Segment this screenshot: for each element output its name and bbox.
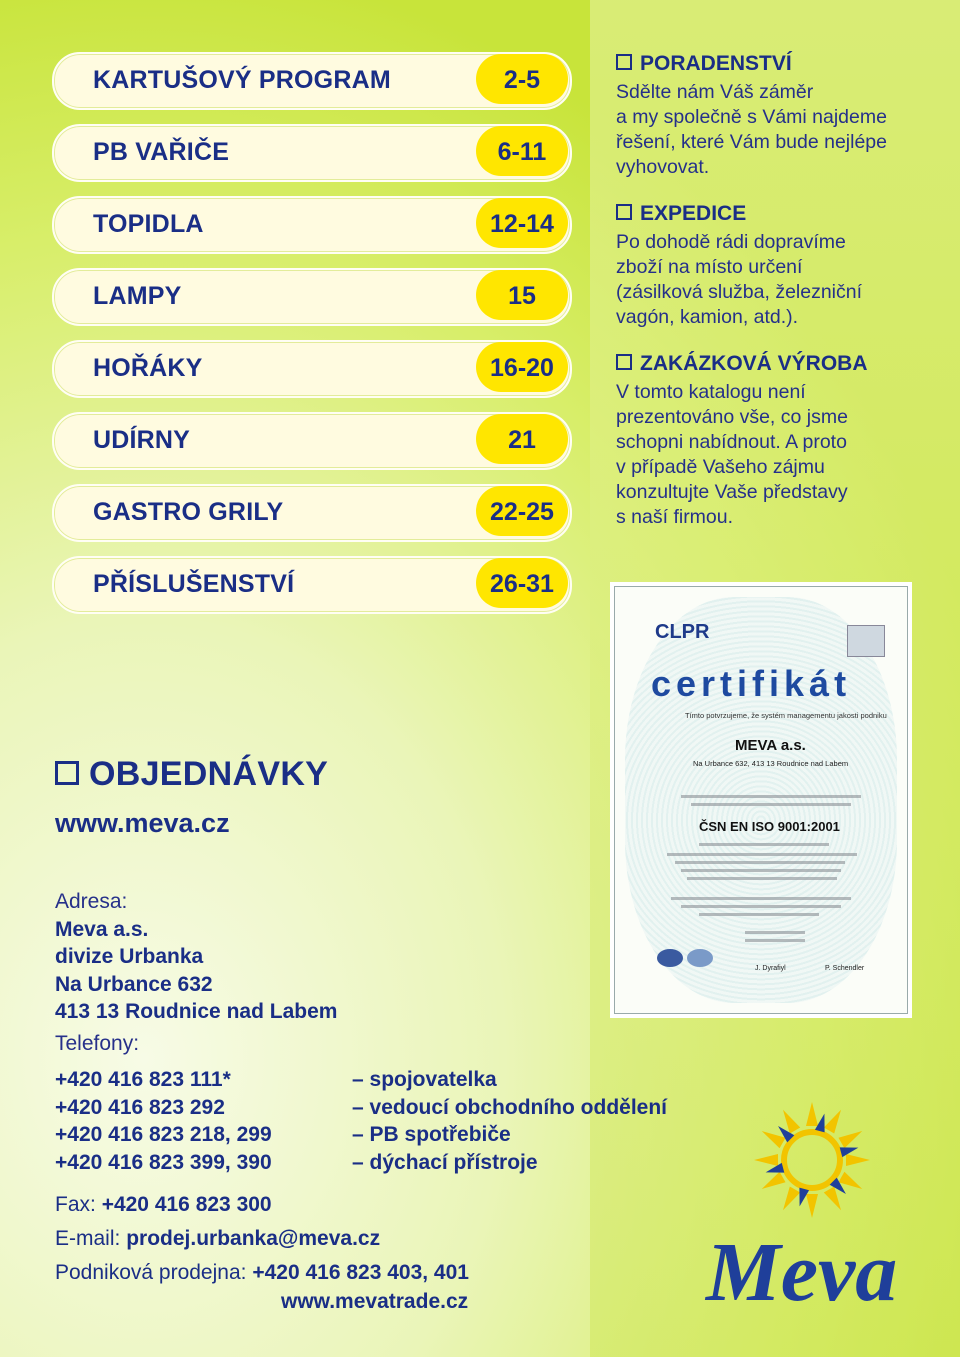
services-info — [616, 50, 936, 550]
iso-certificate-image — [614, 586, 908, 1014]
phone-number[interactable]: +420 416 823 292 — [55, 1095, 225, 1119]
section-heading: EXPEDICE — [616, 200, 936, 228]
toc-item[interactable] — [52, 52, 570, 108]
phone-desc: – spojovatelka — [352, 1068, 497, 1091]
checkbox-bullet-icon — [616, 204, 632, 220]
section-text: Po dohodě rádi dopravíme zboží na místo určení (zásilková služba, železniční vagón, kamion, atd.). — [616, 231, 863, 328]
toc-item[interactable] — [52, 340, 570, 396]
certificate-company: MEVA a.s. — [735, 737, 806, 754]
text-line — [699, 913, 819, 916]
shop-line: Podniková prodejna: +420 416 823 403, 401 — [55, 1261, 469, 1284]
address-label: Adresa: — [55, 890, 128, 913]
email-line: E-mail: prodej.urbanka@meva.cz — [55, 1227, 381, 1250]
toc-pages: 12-14 — [490, 210, 554, 238]
toc-item[interactable] — [52, 196, 570, 252]
certification-logo-icon — [847, 625, 885, 657]
toc-label: PB VAŘIČE — [93, 138, 230, 166]
iaf-badge-icon — [657, 949, 683, 967]
toc-pages: 2-5 — [503, 66, 541, 94]
signature-2: P. Schendler — [825, 965, 865, 972]
phone-row — [55, 1066, 667, 1094]
checkbox-bullet-icon — [55, 761, 79, 785]
toc-item[interactable] — [52, 556, 570, 612]
street: Na Urbance 632 — [55, 972, 213, 996]
footer-contacts — [55, 1188, 469, 1314]
phone-number[interactable]: +420 416 823 111* — [55, 1068, 231, 1091]
text-line — [681, 869, 841, 872]
table-of-contents — [52, 52, 570, 628]
toc-label: GASTRO GRILY — [93, 498, 284, 526]
shop-website-link[interactable]: www.mevatrade.cz — [281, 1290, 469, 1313]
phone-list — [55, 1066, 667, 1176]
phones-label: Telefony: — [55, 1031, 140, 1055]
shop-phone[interactable]: +420 416 823 403, 401 — [252, 1261, 469, 1284]
text-line — [691, 803, 851, 806]
toc-label: KARTUŠOVÝ PROGRAM — [93, 66, 391, 94]
section-heading: PORADENSTVÍ — [616, 50, 936, 78]
toc-item[interactable] — [52, 412, 570, 468]
text-line — [687, 877, 837, 880]
phone-row — [55, 1121, 667, 1149]
certificate-address: Na Urbance 632, 413 13 Roudnice nad Labem — [693, 759, 849, 768]
logo-wordmark: Meva — [706, 1226, 898, 1319]
text-line — [699, 843, 829, 846]
toc-label: TOPIDLA — [93, 210, 204, 238]
certificate-org: CLPR — [655, 621, 710, 643]
guilloche-pattern — [625, 597, 897, 1003]
company-name: Meva a.s. — [55, 917, 149, 941]
text-line — [667, 853, 857, 856]
phone-number[interactable]: +420 416 823 399, 390 — [55, 1150, 272, 1174]
section-text: Sdělte nám Váš záměr a my společně s Vámi najdeme řešení, které Vám bude nejlépe vyhovovat. — [616, 81, 888, 178]
sun-icon — [754, 1102, 870, 1218]
toc-pages: 15 — [508, 282, 536, 310]
phone-number[interactable]: +420 416 823 218, 299 — [55, 1123, 272, 1146]
phone-desc: – vedoucí obchodního oddělení — [352, 1095, 668, 1119]
email-link[interactable]: prodej.urbanka@meva.cz — [126, 1227, 381, 1250]
text-line — [671, 897, 851, 900]
text-line — [681, 795, 861, 798]
text-line — [675, 861, 845, 864]
fax-number[interactable]: +420 416 823 300 — [101, 1193, 272, 1216]
toc-label: LAMPY — [93, 282, 182, 310]
orders-section — [55, 755, 328, 839]
toc-item[interactable] — [52, 484, 570, 540]
toc-label: PŘÍSLUŠENSTVÍ — [93, 570, 295, 598]
certificate-norm: ČSN EN ISO 9001:2001 — [699, 819, 840, 834]
city: 413 13 Roudnice nad Labem — [55, 1000, 338, 1023]
toc-label: HOŘÁKY — [93, 354, 203, 382]
contact-address — [55, 888, 337, 1057]
website-link[interactable]: www.meva.cz — [55, 808, 230, 838]
accreditation-badge-icon — [687, 949, 713, 967]
fax-line: Fax: +420 416 823 300 — [55, 1193, 272, 1216]
toc-item[interactable] — [52, 124, 570, 180]
checkbox-bullet-icon — [616, 354, 632, 370]
meva-logo — [700, 1100, 920, 1330]
text-line — [681, 905, 841, 908]
toc-pages: 21 — [508, 426, 536, 454]
toc-pages: 16-20 — [490, 354, 554, 382]
division-name: divize Urbanka — [55, 945, 204, 968]
text-line — [745, 939, 805, 942]
certificate-intro: Tímto potvrzujeme, že systém managementu jakosti podniku — [685, 711, 887, 720]
toc-item[interactable] — [52, 268, 570, 324]
toc-pages: 6-11 — [497, 138, 547, 166]
phone-desc: – dýchací přístroje — [352, 1150, 538, 1174]
phone-row — [55, 1149, 667, 1177]
phone-desc: – PB spotřebiče — [352, 1123, 511, 1146]
phone-row — [55, 1094, 667, 1122]
signature-1: J. Dyrafiyl — [755, 965, 786, 972]
toc-label: UDÍRNY — [93, 426, 191, 454]
checkbox-bullet-icon — [616, 54, 632, 70]
section-text: V tomto katalogu není prezentováno vše, co jsme schopni nabídnout. A proto v případě Vašeho zájmu konzultujte Vaše představy s naší firmou. — [616, 381, 848, 528]
text-line — [745, 931, 805, 934]
orders-heading: OBJEDNÁVKY — [55, 755, 328, 794]
toc-pages: 26-31 — [490, 570, 554, 598]
certificate-title: certifikát — [651, 663, 852, 704]
toc-pages: 22-25 — [490, 498, 554, 526]
section-heading: ZAKÁZKOVÁ VÝROBA — [616, 350, 936, 378]
